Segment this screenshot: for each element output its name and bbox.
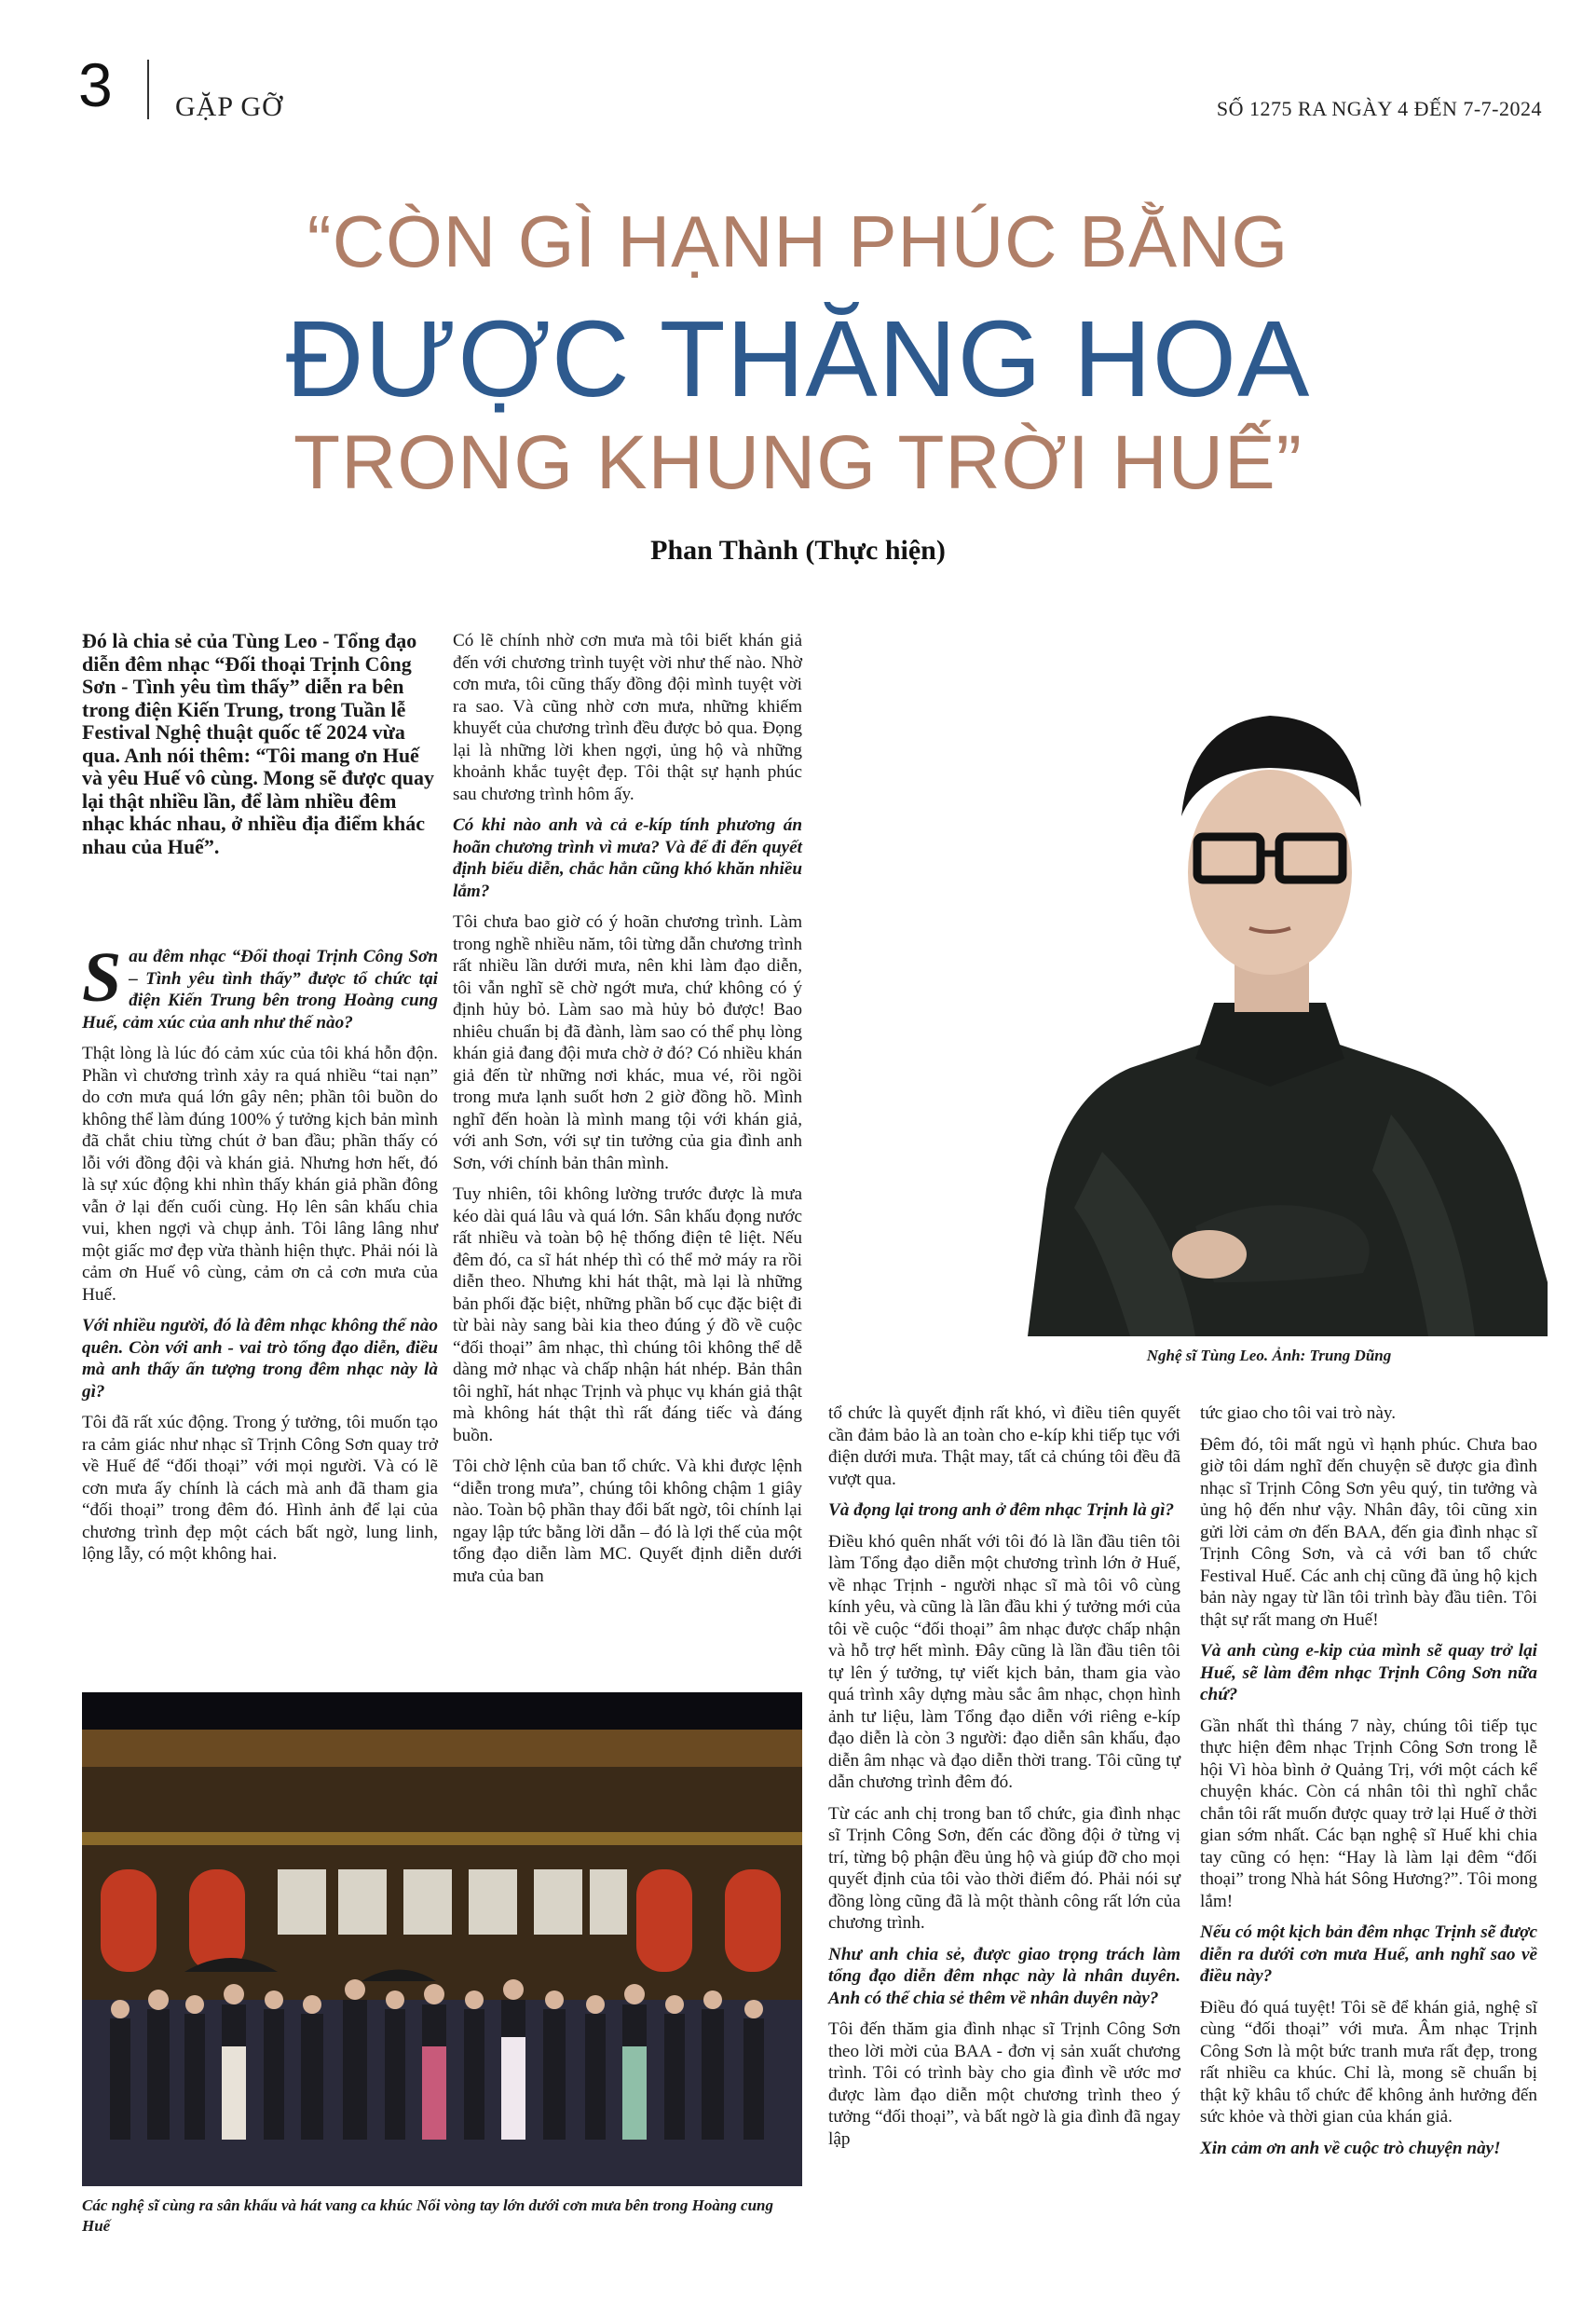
question: Và đọng lại trong anh ở đêm nhạc Trịnh là gì? xyxy=(828,1500,1175,1520)
question: Với nhiều người, đó là đêm nhạc không thể nào quên. Còn với anh - vai trò tổng đạo diễn, điều mà anh thấy ấn tượng trong đêm nhạc này là gì? xyxy=(82,1316,438,1402)
stage-photo xyxy=(82,1692,802,2186)
stage-caption: Các nghệ sĩ cùng ra sân khấu và hát vang ca khúc Nối vòng tay lớn dưới cơn mưa bên trong Hoàng cung Huế xyxy=(82,2196,774,2235)
answer-paragraph: Có lẽ chính nhờ cơn mưa mà tôi biết khán giả đến với chương trình tuyệt vời như thế nào. Nhờ cơn mưa, tôi cũng thấy đồng đội mình tuyệt vời ra sao. Và cũng nhờ cơn mưa, những khiếm khuyết của chương trình đều được bỏ qua. Đọng lại là những lời khen ngợi, ủng hộ và những khoảnh khắc tuyệt đẹp. Tôi thật sự hạnh phúc sau chương trình hôm ấy. xyxy=(453,631,802,804)
byline: Phan Thành (Thực hiện) xyxy=(650,535,946,566)
portrait-photo xyxy=(990,630,1548,1336)
answer-paragraph: Đêm đó, tôi mất ngủ vì hạnh phúc. Chưa bao giờ tôi dám nghĩ đến chuyện sẽ được gia đình nhạc sĩ Trịnh Công Sơn yêu quý, tin tưởng và ủng hộ đến như vậy. Nhân đây, tôi cũng xin gửi lời cảm ơn đến BAA, đến gia đình nhạc sĩ Trịnh Công Sơn, và cả với ban tổ chức Festival Huế. Các anh chị cũng đã ủng hộ kịch bản này ngay từ lần tôi trình bày đầu tiên. Tôi thật sự rất mang ơn Huế! xyxy=(1200,1434,1537,1630)
column-1-lead xyxy=(82,630,438,868)
column-4 xyxy=(1200,1402,1537,2168)
question: Sau đêm nhạc “Đối thoại Trịnh Công Sơn – Tình yêu tình thấy” được tổ chức tại điện Kiến Trung bên trong Hoàng cung Huế, cảm xúc của anh như thế nào? xyxy=(82,938,438,1033)
answer-paragraph: Tuy nhiên, tôi không lường trước được là mưa kéo dài quá lâu và quá lớn. Sân khấu đọng nước rất nhiều và toàn bộ hệ thống điện tê liệt. Nếu đêm đó, ca sĩ hát nhép thì có thể mở máy ra rồi diễn theo. Nhưng khi hát thật, mà lại là những bản phối đặc biệt, những phần bố cục đặc biệt đi từ bài này sang bài kia theo đúng ý đồ về cuộc “đối thoại” âm nhạc, thì chúng tôi không thể dễ dàng mở nhạc và chấp nhận hát nhép. Bản thân tôi nghĩ, hát nhạc Trịnh và phục vụ khán giả thật mà không hát thật thì rất đáng tiếc và đáng buồn. xyxy=(453,1184,802,1445)
headline-line-2: ĐƯỢC THĂNG HOA xyxy=(285,298,1311,419)
headline-line-3: TRONG KHUNG TRỜI HUẾ” xyxy=(293,420,1303,505)
answer-paragraph: Tôi đến thăm gia đình nhạc sĩ Trịnh Công Sơn theo lời mời của BAA - đơn vị sản xuất chương trình. Tôi có trình bày cho gia đình về ước mơ được làm đạo diễn một chương trình theo ý tưởng “đối thoại”, và bất ngờ là gia đình đã ngay lập xyxy=(828,2019,1180,2149)
column-2 xyxy=(453,630,802,1596)
question: Và anh cùng e-kip của mình sẽ quay trở lại Huế, sẽ làm đêm nhạc Trịnh Công Sơn nữa chứ? xyxy=(1200,1641,1537,1704)
lead-paragraph: Đó là chia sẻ của Tùng Leo - Tổng đạo diễn đêm nhạc “Đối thoại Trịnh Công Sơn - Tình yêu tìm thấy” diễn ra bên trong điện Kiến Trung, trong Tuần lễ Festival Nghệ thuật quốc tế 2024 vừa qua. Anh nói thêm: “Tôi mang ơn Huế và yêu Huế vô cùng. Mong sẽ được quay lại thật nhiều lần, để làm nhiều đêm nhạc khác nhau, ở nhiều địa điểm khác nhau của Huế”. xyxy=(82,629,435,858)
issue-info: SỐ 1275 RA NGÀY 4 ĐẾN 7-7-2024 xyxy=(1216,97,1542,120)
answer-paragraph: Tôi chờ lệnh của ban tổ chức. Và khi được lệnh “diễn trong mưa”, chúng tôi không chậm 1 giây nào. Toàn bộ phần thay đổi bất ngờ, tôi chính lại ngay lập tức bằng lời dẫn – đó là lợi thế của một tổng đạo diễn làm MC. Quyết định diễn dưới mưa của ban xyxy=(453,1457,802,1586)
column-3 xyxy=(828,1402,1180,2159)
portrait-caption: Nghệ sĩ Tùng Leo. Ảnh: Trung Dũng xyxy=(1146,1347,1392,1364)
page-number: 3 xyxy=(78,50,113,119)
question: Như anh chia sẻ, được giao trọng trách làm tổng đạo diễn đêm nhạc này là nhân duyên. Anh có thể chia sẻ thêm về nhân duyên này? xyxy=(828,1944,1180,2008)
question: Nếu có một kịch bản đêm nhạc Trịnh sẽ được diễn ra dưới cơn mưa Huế, anh nghĩ sao về điều này? xyxy=(1200,1922,1537,1986)
answer-paragraph: Tôi đã rất xúc động. Trong ý tưởng, tôi muốn tạo ra cảm giác như nhạc sĩ Trịnh Công Sơn quay trở về Huế để “đối thoại” với mọi người. Và có lẽ cơn mưa ấy chính là cách mà anh đã tham gia “đối thoại” trong đêm đó. Hình ảnh để lại của chương trình đẹp một cách bất ngờ, lung linh, lộng lẫy, có một không hai. xyxy=(82,1413,438,1564)
question: Có khi nào anh và cả e-kíp tính phương án hoãn chương trình vì mưa? Và để đi đến quyết định biểu diễn, chắc hẳn cũng khó khăn nhiều lắm? xyxy=(453,815,802,901)
section-label: GẶP GỠ xyxy=(175,91,283,122)
answer-paragraph: tức giao cho tôi vai trò này. xyxy=(1200,1403,1397,1423)
answer-paragraph: Tôi chưa bao giờ có ý hoãn chương trình. Làm trong nghề nhiều năm, tôi từng dẫn chương trình rất nhiều lần dưới mưa, nên khi làm đạo diễn, tôi vẫn nghĩ sẽ chờ ngớt mưa, chứ không có ý định hủy bỏ. Làm sao mà hủy bỏ được! Bao nhiêu chuẩn bị đã đành, làm sao có thể phụ lòng khán giả đang đội mưa chờ ở đó? Có nhiều khán giả đến từ những nơi khác, mua vé, rồi ngồi trong mưa lạnh suốt hơn 2 giờ đồng hồ. Mình nghĩ đến hoàn là mình mang tội với khán giả, với anh Sơn, với sự tin tưởng của gia đình anh Sơn, với chính bản thân mình. xyxy=(453,912,802,1173)
closing-line: Xin cảm ơn anh về cuộc trò chuyện này! xyxy=(1200,2138,1501,2158)
column-1-body xyxy=(82,938,438,1575)
answer-paragraph: Từ các anh chị trong ban tổ chức, gia đình nhạc sĩ Trịnh Công Sơn, đến các đồng đội ở từng vị trí, từng bộ phận đều ủng hộ và giúp đỡ cho mọi quyết định của tôi vào thời điểm đó. Phải nói sự đồng lòng cũng đã là một thành công rất lớn của chương trình. xyxy=(828,1803,1180,1933)
answer-paragraph: Gần nhất thì tháng 7 này, chúng tôi tiếp tục thực hiện đêm nhạc Trịnh Công Sơn trong lễ hội Vì hòa bình ở Quảng Trị, với một cách kể chuyện khác. Còn cá nhân tôi thì nghĩ chắc chắn tôi rất muốn được quay trở lại Huế ở thời gian sớm nhất. Các bạn nghệ sĩ Huế khi chia tay cũng có hẹn: “Hay là làm lại đêm “đối thoại” trong Nhà hát Sông Hương?”. Tôi mong lắm! xyxy=(1200,1716,1537,1911)
drop-cap: S xyxy=(82,938,122,1017)
answer-paragraph: Điều đó quá tuyệt! Tôi sẽ để khán giả, nghệ sĩ cùng “đối thoại” với mưa. Âm nhạc Trịnh Công Sơn là một bức tranh mưa rất đẹp, trong rất nhiều ca khúc. Chỉ là, mong sẽ chuẩn bị thật kỹ khâu tổ chức để không ảnh hưởng đến sức khỏe và thời gian của khán giả. xyxy=(1200,1997,1537,2127)
answer-paragraph: Điều khó quên nhất với tôi đó là lần đầu tiên tôi làm Tổng đạo diễn một chương trình lớn ở Huế, về nhạc Trịnh - người nhạc sĩ mà tôi vô cùng kính yêu, và cũng là lần đầu khi ý tưởng mới của tôi về cuộc “đối thoại” âm nhạc được chấp nhận và hỗ trợ hết mình. Đây cũng là lần đầu tiên tôi tự lên ý tưởng, tự viết kịch bản, tham gia vào quá trình xây dựng màu sắc âm nhạc, chọn hình ảnh tư liệu, làm Tổng đạo diễn với riêng e-kíp đạo diễn là còn 3 người: đạo diễn sân khấu, đạo diễn âm nhạc và đạo diễn thời trang. Tôi cũng tự dẫn chương trình đêm đó. xyxy=(828,1531,1180,1792)
answer-paragraph: Thật lòng là lúc đó cảm xúc của tôi khá hỗn độn. Phần vì chương trình xảy ra quá nhiều “tai nạn” do cơn mưa quá lớn gây nên; phần tôi buồn do không thể làm đúng 100% ý tưởng kịch bản mình đã chắt chiu từng chút ở ban đầu; phần thấy có lỗi với đồng đội và khán giả. Nhưng hơn hết, đó là sự xúc động khi nhìn thấy khán giả phần đông vẫn ở lại đến cuối cùng. Họ lên sân khấu chia vui, khen ngợi và chụp ảnh. Tôi lâng lâng như một giấc mơ đẹp vừa thành hiện thực. Phải nói là cảm ơn Huế vô cùng, cảm ơn cả cơn mưa của Huế. xyxy=(82,1044,438,1305)
answer-paragraph: tổ chức là quyết định rất khó, vì điều tiên quyết cần đảm bảo là an toàn cho e-kíp khi tiếp tục với điện dưới mưa. Thật may, tất cả chúng tôi đều đã vượt qua. xyxy=(828,1403,1180,1489)
header-divider xyxy=(147,60,149,119)
headline-line-1: “CÒN GÌ HẠNH PHÚC BẰNG xyxy=(307,200,1289,282)
